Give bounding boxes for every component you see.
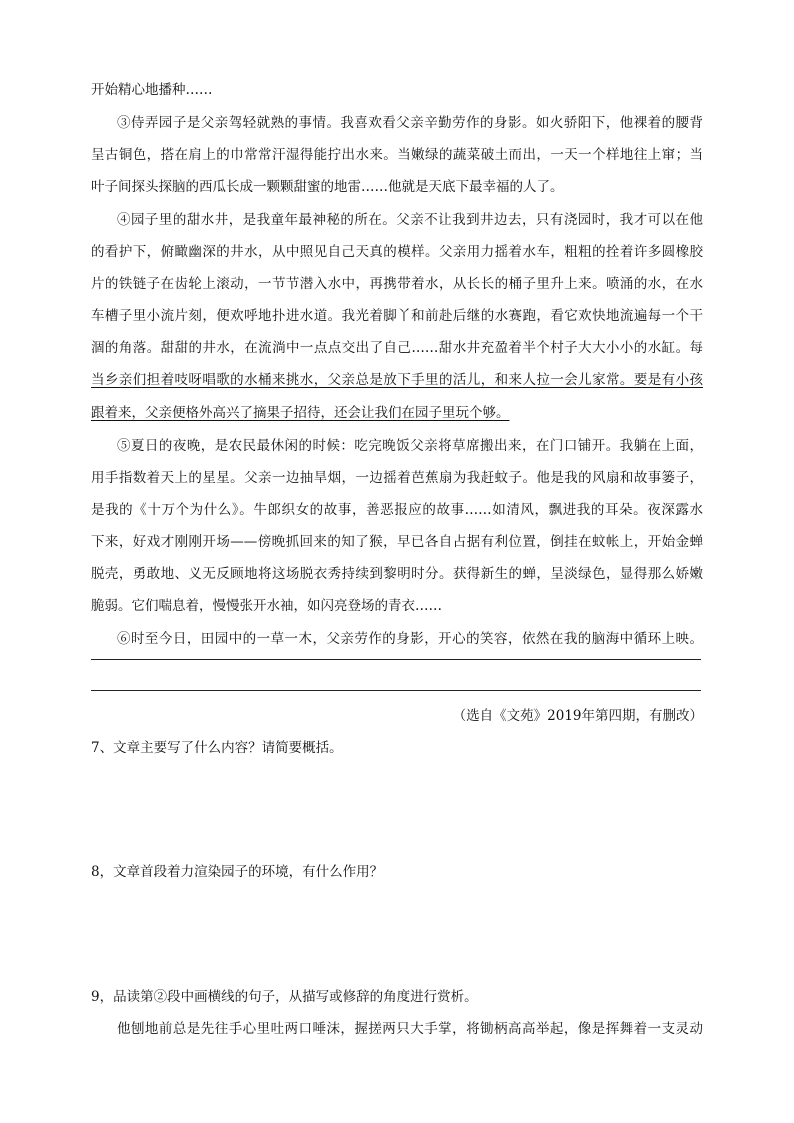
passage-line: 脱壳，勇敢地、义无反顾地将这场脱衣秀持续到黎明时分。获得新生的蝉，呈淡绿色，显得那么娇嫩 <box>91 566 703 582</box>
passage-line: 是我的《十万个为什么》。牛郎织女的故事，善恶报应的故事……如清风，飘进我的耳朵。夜深露水 <box>91 502 703 518</box>
underlined-sentence-line: 当乡亲们担着吱呀唱歌的水桶来挑水，父亲总是放下手里的活儿，和来人拉一会儿家常。要是有小孩 <box>91 372 703 388</box>
passage-line: 脆弱。它们喘息着，慢慢张开水袖，如闪亮登场的青衣…… <box>91 598 442 614</box>
answer-rule <box>91 659 701 660</box>
passage-paragraph-6-line: ⑥时至今日，田园中的一草一木，父亲劳作的身影，开心的笑容，依然在我的脑海中循环上映。 <box>117 631 703 647</box>
passage-line: 的看护下，俯瞰幽深的井水，从中照见自己天真的模样。父亲用力摇着水车，粗粗的拴着许多圆橡胶 <box>91 244 703 260</box>
passage-line: 涸的角落。甜甜的井水，在流淌中一点点交出了自己……甜水井充盈着半个村子大大小小的水缸。每 <box>91 340 703 356</box>
question-8: 8，文章首段着力渲染园子的环境，有什么作用？ <box>91 864 384 880</box>
passage-line: 下来，好戏才刚刚开场——傍晚抓回来的知了猴，早已各自占据有利位置，倒挂在蚊帐上，开始金蝉 <box>91 534 703 550</box>
passage-paragraph-4-line: ④园子里的甜水井，是我童年最神秘的所在。父亲不让我到井边去，只有浇园时，我才可以在他 <box>117 212 703 228</box>
passage-line: 呈古铜色，搭在肩上的巾常常汗湿得能拧出水来。当嫩绿的蔬菜破土而出，一天一个样地往上窜；当 <box>91 147 703 163</box>
underlined-sentence-line: 跟着来，父亲便格外高兴了摘果子招待，还会让我们在园子里玩个够。 <box>91 405 510 421</box>
passage-line: 叶子间探头探脑的西瓜长成一颗颗甜蜜的地雷……他就是天底下最幸福的人了。 <box>91 179 564 195</box>
passage-paragraph-5-line: ⑤夏日的夜晚，是农民最休闲的时候：吃完晚饭父亲将草席搬出来，在门口铺开。我躺在上面， <box>117 438 703 454</box>
passage-paragraph-3-line: ③侍弄园子是父亲驾轻就熟的事情。我喜欢看父亲辛勤劳作的身影。如火骄阳下，他裸着的腰背 <box>117 115 703 131</box>
passage-line: 车槽子里小流片刻，便欢呼地扑进水道。我光着脚丫和前赴后继的水赛跑，看它欢快地流遍每一个干 <box>91 308 703 324</box>
passage-line: 片的铁链子在齿轮上滚动，一节节潜入水中，再携带着水，从长长的桶子里升上来。喷涌的水，在水 <box>91 276 703 292</box>
question-7: 7、文章主要写了什么内容？请简要概括。 <box>91 740 343 756</box>
passage-line: 用手指数着天上的星星。父亲一边抽旱烟，一边摇着芭蕉扇为我赶蚊子。他是我的风扇和故事篓子， <box>91 470 703 486</box>
question-9-quote: 他刨地前总是先往手心里吐两口唾沫，握搓两只大手掌，将锄柄高高举起，像是挥舞着一支灵动 <box>117 1021 703 1037</box>
source-citation: （选自《文苑》2019年第四期，有删改） <box>452 708 703 724</box>
question-9: 9，品读第②段中画横线的句子，从描写或修辞的角度进行赏析。 <box>91 989 478 1005</box>
passage-line: 开始精心地播种…… <box>91 82 213 98</box>
answer-rule <box>91 690 701 691</box>
